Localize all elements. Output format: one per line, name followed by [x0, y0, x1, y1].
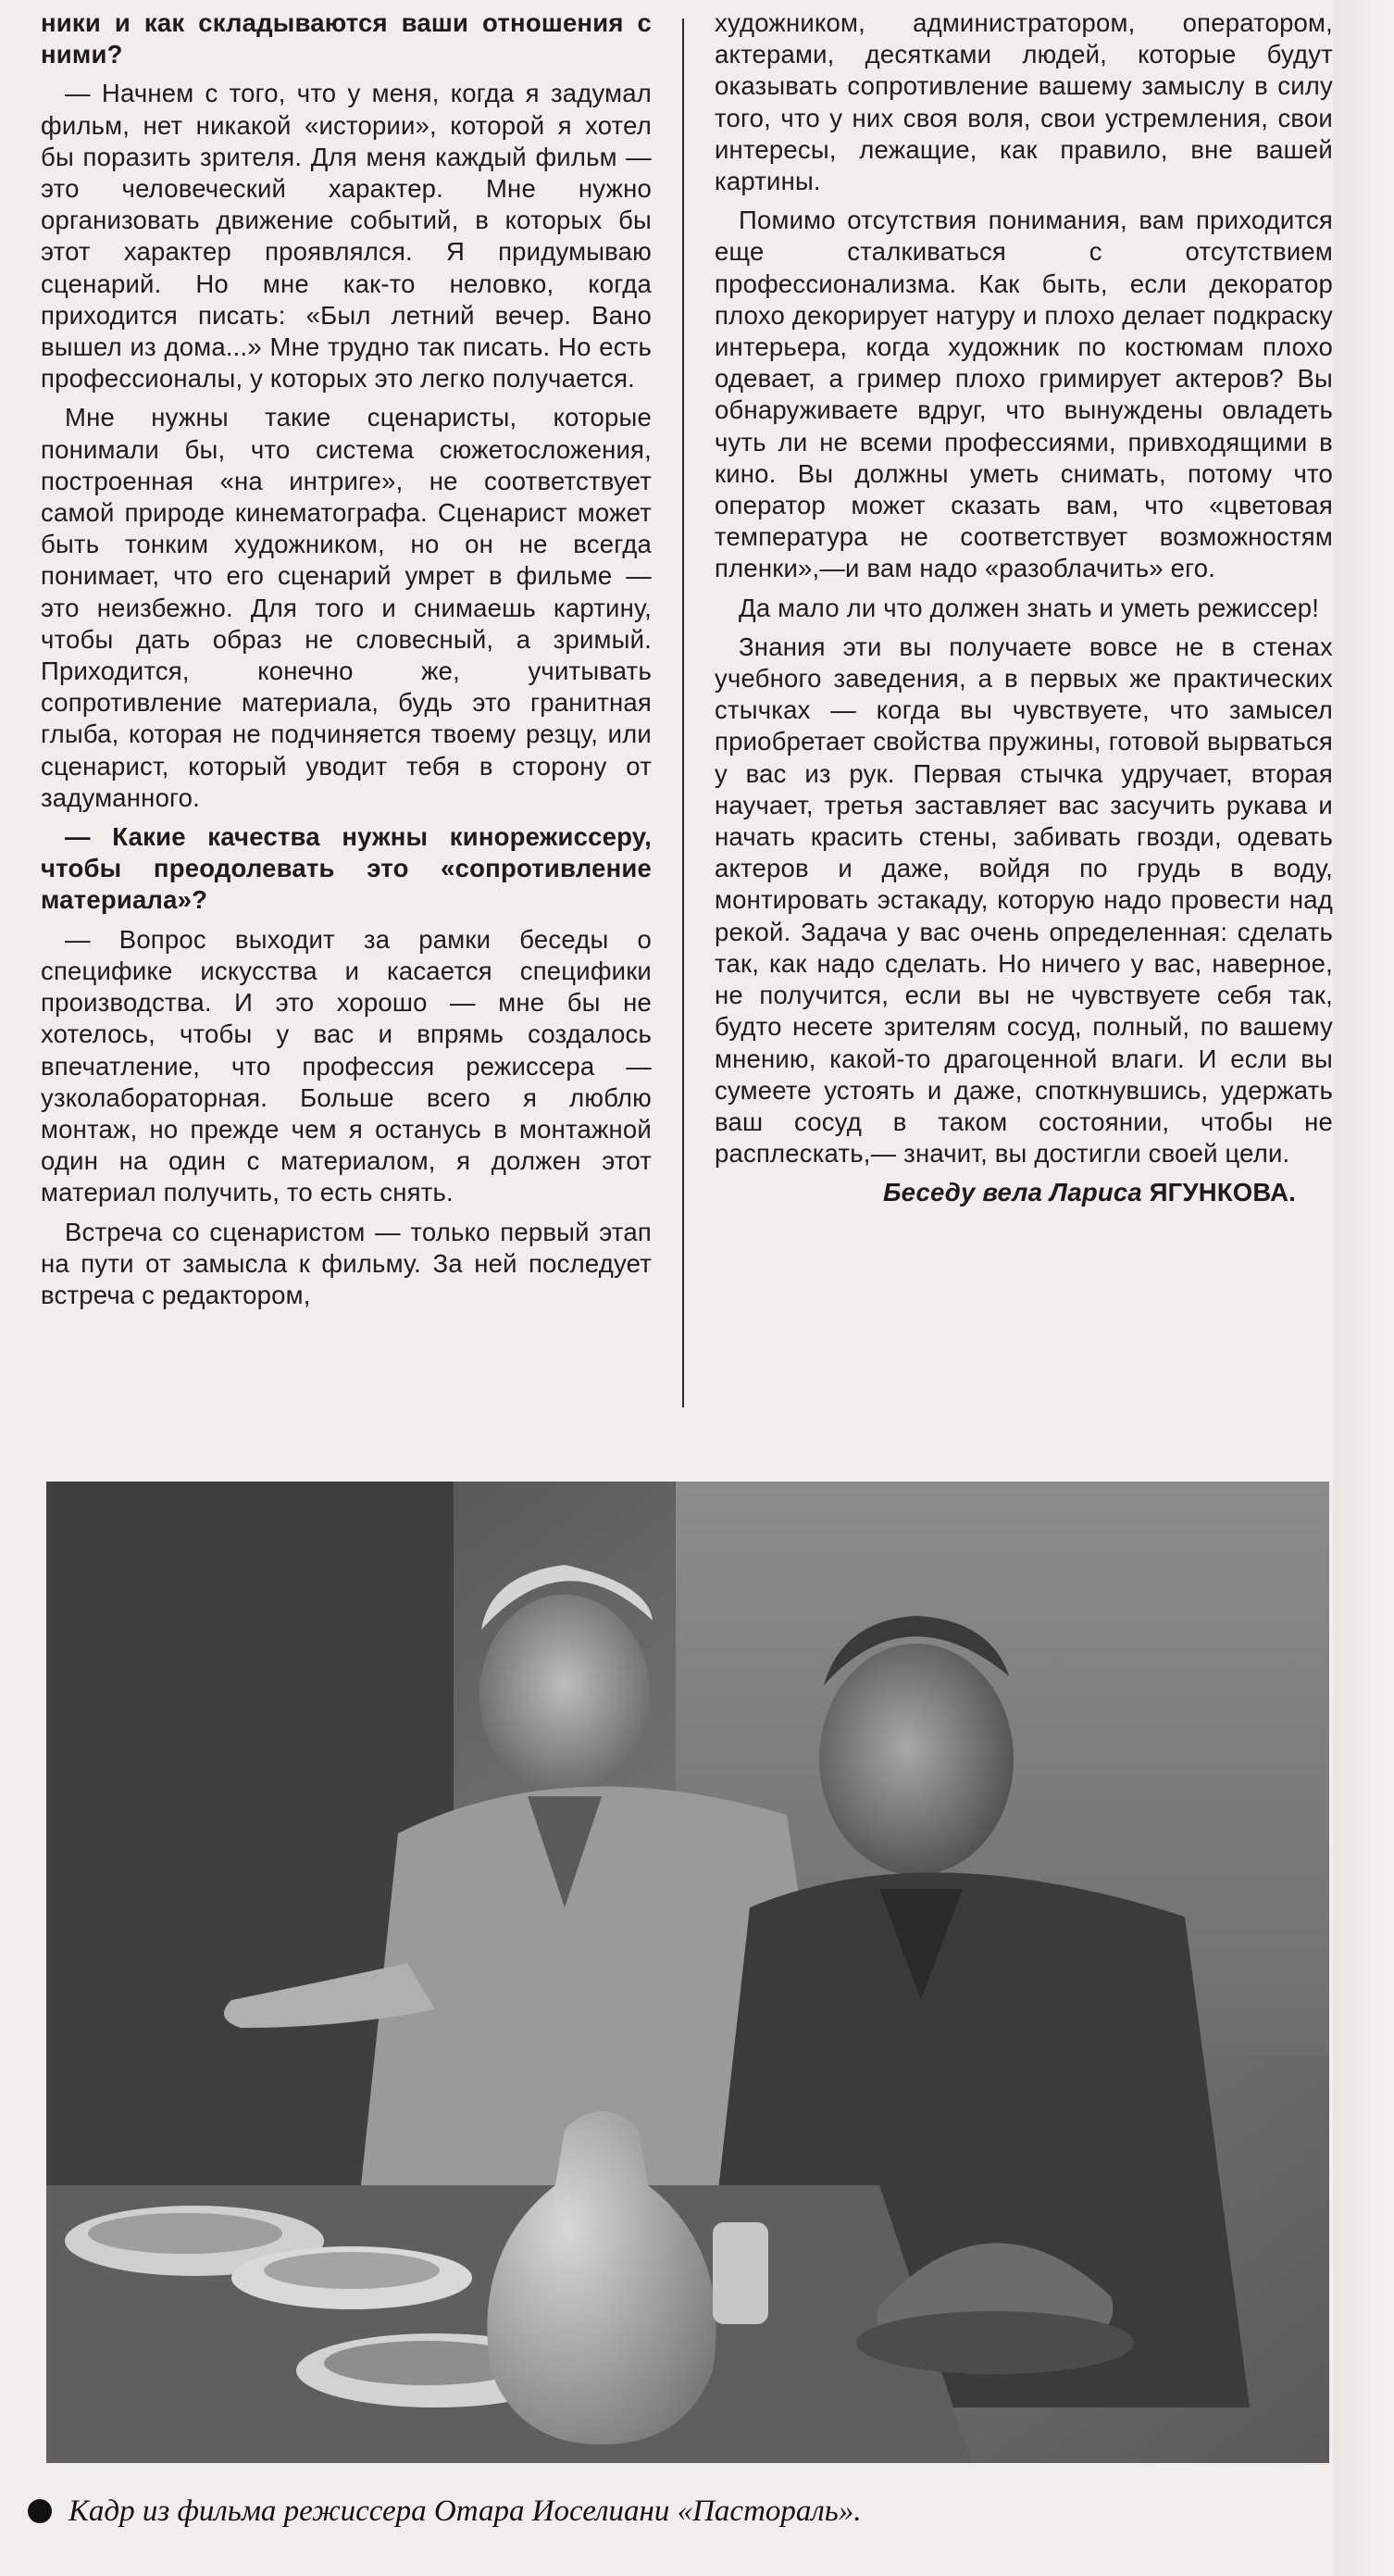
paragraph: — Начнем с того, что у меня, когда я задумал фильм, нет никакой «истории», которой я хотел бы поразить зрителя. Для меня каждый фильм — это человеческий характер. Мне нужно организовать движение событий, в которых бы этот характер проявлялся. Я придумываю сценарий. Но мне как-то неловко, когда приходится писать: «Был летний вечер. Вано вышел из дома...» Мне трудно так писать. Но есть профессионалы, у которых это легко получается.	[41, 79, 652, 394]
column-divider	[682, 19, 684, 1407]
film-still-photo	[46, 1482, 1329, 2463]
paragraph: ники и как складываются ваши отношения с ними?	[41, 8, 652, 69]
paragraph: художником, администратором, оператором, актерами, десятками людей, которые будут оказывать сопротивление вашему замыслу в силу того, что у них своя воля, свои устремления, свои интересы, лежащие, как правило, вне вашей картины.	[715, 8, 1333, 196]
byline-name: ЯГУНКОВА.	[1149, 1178, 1296, 1207]
photo-illustration	[46, 1482, 1329, 2463]
bullet-icon	[28, 2499, 52, 2523]
paragraph: Мне нужны такие сценаристы, которые понимали бы, что система сюжетосложения, построенная «на интриге», не соответствует самой природе кинематографа. Сценарист может быть тонким художником, но он не всегда понимает, что его сценарий умрет в фильме — это неизбежно. Для того и снимаешь картину, чтобы дать образ не словесный, а зримый. Приходится, конечно же, учитывать сопротивление материала, будь это гранитная глыба, которая не подчиняется твоему резцу, или сценарист, который уводит тебя в сторону от задуманного.	[41, 403, 652, 812]
right-column	[715, 7, 1333, 1209]
paper-edge	[1333, 0, 1394, 2576]
paragraph: — Вопрос выходит за рамки беседы о специфике искусства и касается специфики производства. И это хорошо — мне бы не хотелось, чтобы у вас и впрямь создалось впечатление, что профессия режиссера — узколабораторная. Больше всего я люблю монтаж, но прежде чем я останусь в монтажной один на один с материалом, я должен этот материал получить, то есть снять.	[41, 924, 652, 1207]
photo-caption	[28, 2491, 1324, 2532]
caption-text: Кадр из фильма режиссера Отара Иоселиани «Пастораль».	[68, 2495, 862, 2528]
left-column	[41, 7, 652, 1311]
byline-prefix: Беседу вела Лариса	[882, 1178, 1142, 1207]
paragraph: Да мало ли что должен знать и уметь режиссер!	[739, 593, 1320, 622]
paragraph: Встреча со сценаристом — только первый этап на пути от замысла к фильму. За ней последует встреча с редактором,	[41, 1217, 652, 1309]
byline	[715, 1177, 1333, 1208]
paragraph: Помимо отсутствия понимания, вам приходится еще сталкиваться с отсутствием профессионализма. Как быть, если декоратор плохо декорирует натуру и плохо делает подкраску интерьера, когда художник по костюмам плохо одевает, а гример плохо гримирует актеров? Вы обнаруживаете вдруг, что вынуждены овладеть чуть ли не всеми профессиями, привходящими в кино. Вы должны уметь снимать, потому что оператор может сказать вам, что «цветовая температура не соответствует возможностям пленки»,—и вам надо «разоблачить» его.	[715, 206, 1333, 583]
question-paragraph: — Какие качества нужны кинорежиссеру, чтобы преодолевать это «сопротивление материала»?	[41, 822, 652, 915]
paragraph: Знания эти вы получаете вовсе не в стенах учебного заведения, а в первых же практических стычках — когда вы чувствуете, что замысел приобретает свойства пружины, готовой вырваться у вас из рук. Первая стычка удручает, вторая научает, третья заставляет вас засучить рукава и начать красить стены, забивать гвозди, одевать актеров и даже, войдя по грудь в воду, монтировать эстакаду, которую надо провести над рекой. Задача у вас очень определенная: сделать так, как надо сделать. Но ничего у вас, наверное, не получится, если вы не чувствуете себя так, будто несете зрителям сосуд, полный, по вашему мнению, какой-то драгоценной влаги. И если вы сумеете устоять и даже, споткнувшись, удержать ваш сосуд в таком состоянии, чтобы не расплескать,— значит, вы достигли своей цели.	[715, 631, 1333, 1169]
